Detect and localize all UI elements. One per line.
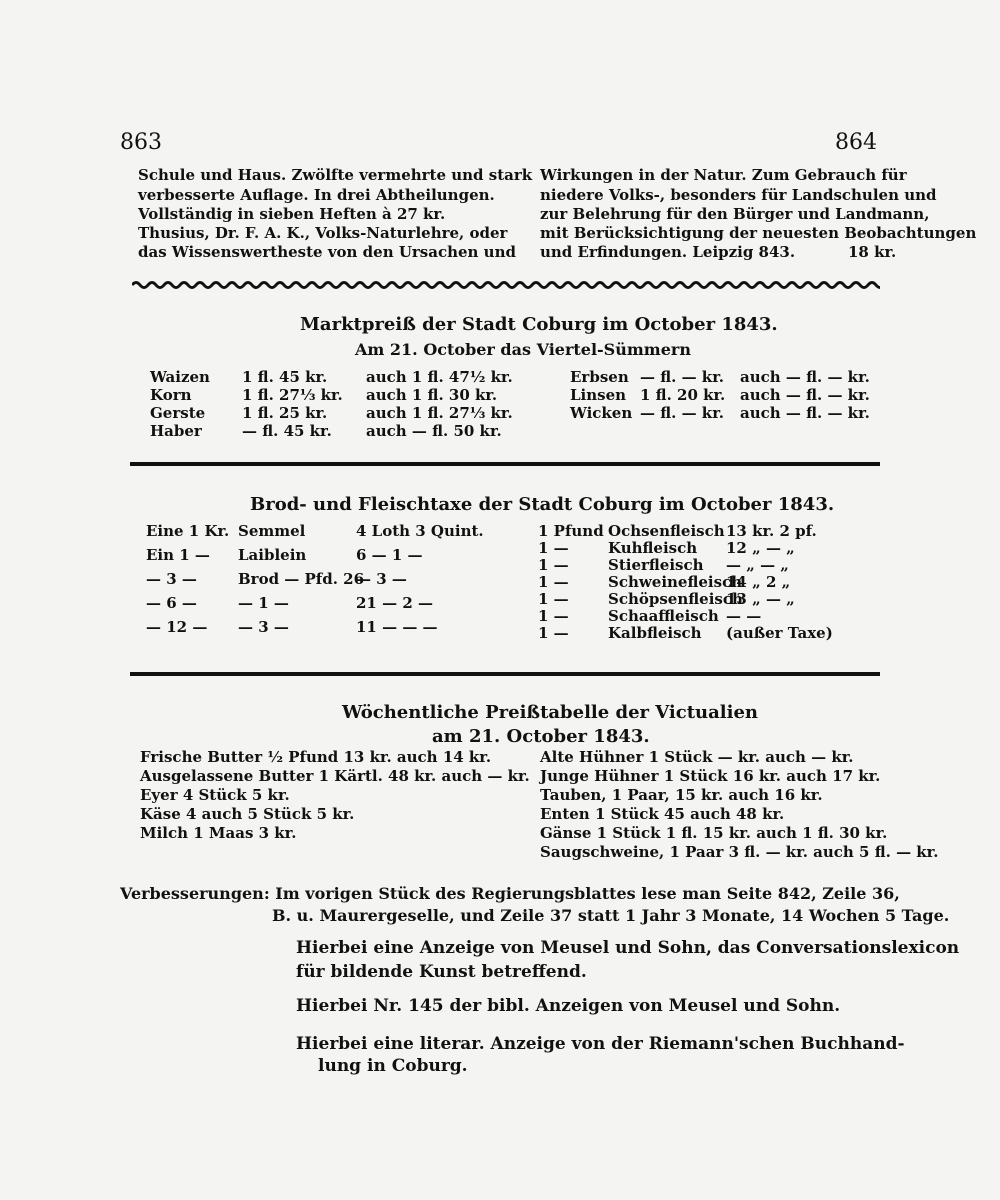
notice-meusel-conversation-cont: für bildende Kunst betreffend.	[296, 962, 587, 982]
weekly-right-line: Tauben, 1 Paar, 15 kr. auch 16 kr.	[540, 786, 823, 804]
weekly-right-line: Enten 1 Stück 45 auch 48 kr.	[540, 805, 785, 823]
notice-right-line: mit Berücksichtigung der neuesten Beobachtungen	[540, 224, 977, 242]
meat-right-cell: Kuhfleisch	[608, 539, 698, 557]
meat-right-cell: — „ — „	[726, 556, 789, 574]
weekly-left-line: Milch 1 Maas 3 kr.	[140, 824, 297, 842]
weekly-left-line: Eyer 4 Stück 5 kr.	[140, 786, 290, 804]
market-title: Marktpreiß der Stadt Coburg im October 1843.	[300, 314, 778, 335]
bread-left-cell: 21 — 2 —	[356, 594, 433, 612]
market-left-cell: — fl. 45 kr.	[242, 422, 332, 440]
market-left-cell: Gerste	[150, 404, 206, 422]
meat-right-cell: 1 —	[538, 573, 569, 591]
bread-left-cell: — 3 —	[146, 570, 197, 588]
meat-right-cell: Schaaffleisch	[608, 607, 719, 625]
bread-left-cell: — 1 —	[238, 594, 289, 612]
notice-riemann-cont: lung in Coburg.	[318, 1056, 468, 1076]
divider	[130, 462, 880, 466]
meat-right-cell: 13 „ — „	[726, 590, 795, 608]
notice-right-line: und Erfindungen. Leipzig 843.	[540, 243, 796, 261]
meat-right-cell: Schöpsenfleisch	[608, 590, 743, 608]
market-right-cell: — fl. — kr.	[640, 404, 724, 422]
bread-left-cell: 4 Loth 3 Quint.	[356, 522, 484, 540]
notice-meusel-conversation: Hierbei eine Anzeige von Meusel und Sohn, das Conversationslexicon	[296, 938, 960, 958]
bread-left-cell: — 6 —	[146, 594, 197, 612]
weekly-subtitle: am 21. October 1843.	[432, 726, 650, 747]
notice-riemann: Hierbei eine literar. Anzeige von der Riemann'schen Buchhand-	[296, 1034, 905, 1054]
market-left-cell: Waizen	[150, 368, 210, 386]
corrections-line: B. u. Maurergeselle, und Zeile 37 statt 1 Jahr 3 Monate, 14 Wochen 5 Tage.	[272, 906, 950, 925]
weekly-right-line: Gänse 1 Stück 1 fl. 15 kr. auch 1 fl. 30 kr.	[540, 824, 888, 842]
bread-left-cell: Eine 1 Kr.	[146, 522, 230, 540]
meat-right-cell: Ochsenfleisch	[608, 522, 725, 540]
notice-left-line: Vollständig in sieben Heften à 27 kr.	[138, 205, 446, 223]
weekly-left-line: Frische Butter ½ Pfund 13 kr. auch 14 kr.	[140, 748, 492, 766]
bread-left-cell: 6 — 1 —	[356, 546, 423, 564]
weekly-right-line: Junge Hühner 1 Stück 16 kr. auch 17 kr.	[540, 767, 881, 785]
market-right-cell: Linsen	[570, 386, 627, 404]
bread-left-cell: — 12 —	[146, 618, 208, 636]
weekly-left-line: Käse 4 auch 5 Stück 5 kr.	[140, 805, 355, 823]
notice-left-line: Schule und Haus. Zwölfte vermehrte und stark	[138, 166, 533, 184]
meat-right-cell: 13 kr. 2 pf.	[726, 522, 817, 540]
bread-left-cell: Brod — Pfd. 26	[238, 570, 365, 588]
market-right-cell: — fl. — kr.	[640, 368, 724, 386]
market-left-cell: Haber	[150, 422, 202, 440]
notice-left-line: Thusius, Dr. F. A. K., Volks-Naturlehre, oder	[138, 224, 508, 242]
meat-right-cell: 12 „ — „	[726, 539, 795, 557]
market-right-cell: Wicken	[570, 404, 633, 422]
bread-left-cell: — 3 —	[356, 570, 407, 588]
bread-left-cell: Ein 1 —	[146, 546, 210, 564]
meat-right-cell: Kalbfleisch	[608, 624, 702, 642]
weekly-left-line: Ausgelassene Butter 1 Kärtl. 48 kr. auch — kr.	[140, 767, 530, 785]
meat-right-cell: 14 „ 2 „	[726, 573, 791, 591]
meat-right-cell: (außer Taxe)	[726, 624, 833, 642]
market-left-cell: Korn	[150, 386, 192, 404]
notice-meusel-bibl: Hierbei Nr. 145 der bibl. Anzeigen von Meusel und Sohn.	[296, 996, 841, 1016]
bread-title: Brod- und Fleischtaxe der Stadt Coburg im October 1843.	[250, 494, 835, 515]
market-left-cell: 1 fl. 27⅓ kr.	[242, 386, 343, 404]
notice-right-line: niedere Volks-, besonders für Landschulen und	[540, 186, 937, 204]
meat-right-cell: 1 —	[538, 607, 569, 625]
meat-right-cell: — —	[726, 607, 762, 625]
bread-left-cell: Laiblein	[238, 546, 307, 564]
market-right-cell: auch — fl. — kr.	[740, 386, 870, 404]
market-left-cell: auch 1 fl. 47½ kr.	[366, 368, 513, 386]
meat-right-cell: 1 —	[538, 539, 569, 557]
meat-right-cell: 1 —	[538, 590, 569, 608]
weekly-right-line: Saugschweine, 1 Paar 3 fl. — kr. auch 5 fl. — kr.	[540, 843, 939, 861]
page-number-right: 864	[835, 130, 877, 155]
meat-right-cell: Stierfleisch	[608, 556, 704, 574]
market-left-cell: 1 fl. 25 kr.	[242, 404, 328, 422]
page-number-left: 863	[120, 130, 162, 155]
meat-right-cell: 1 —	[538, 624, 569, 642]
market-right-cell: 1 fl. 20 kr.	[640, 386, 726, 404]
meat-right-cell: 1 Pfund	[538, 522, 604, 540]
corrections-line: Verbesserungen: Im vorigen Stück des Regierungsblattes lese man Seite 842, Zeile 36,	[120, 884, 900, 903]
wavy-divider	[132, 278, 880, 292]
market-left-cell: auch 1 fl. 30 kr.	[366, 386, 498, 404]
meat-right-cell: 1 —	[538, 556, 569, 574]
market-right-cell: Erbsen	[570, 368, 629, 386]
market-right-cell: auch — fl. — kr.	[740, 404, 870, 422]
market-left-cell: 1 fl. 45 kr.	[242, 368, 328, 386]
notice-right-line: Wirkungen in der Natur. Zum Gebrauch für	[540, 166, 907, 184]
weekly-title: Wöchentliche Preißtabelle der Victualien	[342, 702, 759, 723]
notice-left-line: das Wissenswertheste von den Ursachen und	[138, 243, 516, 261]
divider	[130, 672, 880, 676]
meat-right-cell: Schweinefleisch	[608, 573, 743, 591]
notice-left-line: verbesserte Auflage. In drei Abtheilungen.	[138, 186, 495, 204]
market-right-cell: auch — fl. — kr.	[740, 368, 870, 386]
weekly-right-line: Alte Hühner 1 Stück — kr. auch — kr.	[540, 748, 854, 766]
notice-right-line: zur Belehrung für den Bürger und Landmann,	[540, 205, 930, 223]
market-left-cell: auch — fl. 50 kr.	[366, 422, 502, 440]
notice-price: 18 kr.	[848, 243, 897, 261]
market-left-cell: auch 1 fl. 27⅓ kr.	[366, 404, 513, 422]
bread-left-cell: — 3 —	[238, 618, 289, 636]
market-subtitle: Am 21. October das Viertel-Sümmern	[355, 340, 691, 359]
bread-left-cell: Semmel	[238, 522, 306, 540]
bread-left-cell: 11 — — —	[356, 618, 438, 636]
